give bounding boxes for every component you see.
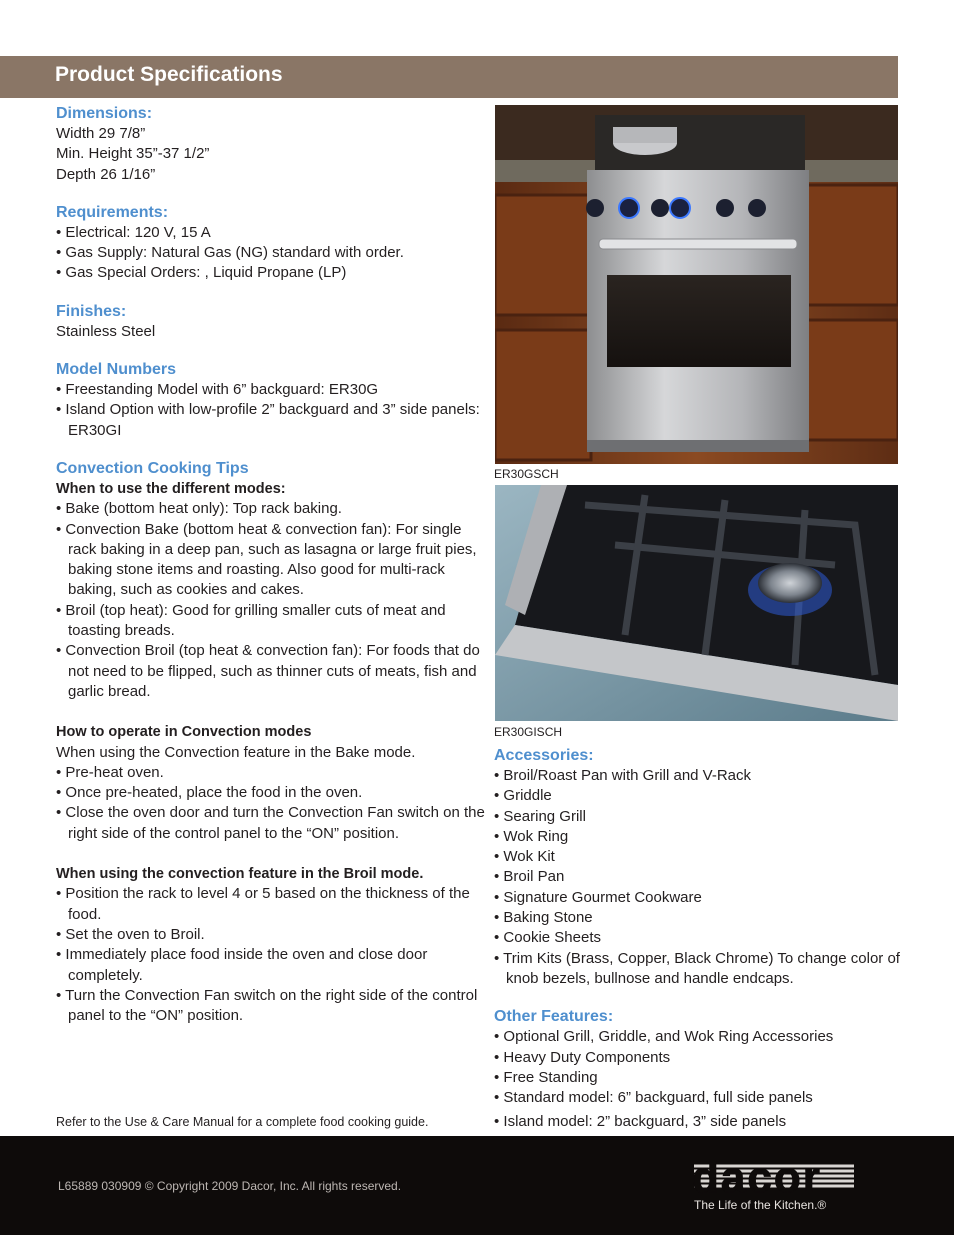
requirements-heading: Requirements: (56, 203, 169, 221)
list-item: • Optional Grill, Griddle, and Wok Ring Accessories (494, 1027, 914, 1047)
list-item: • Island Option with low-profile 2” backguard and 3” side panels: ER30GI (56, 400, 486, 441)
list-item: • Baking Stone (494, 908, 914, 928)
dimension-height: Min. Height 35”-37 1/2” (56, 145, 210, 163)
header-bar (0, 56, 898, 98)
range-illustration (495, 105, 898, 464)
footer (0, 1136, 954, 1235)
accessories-list (494, 766, 914, 989)
list-item: • Cookie Sheets (494, 928, 914, 948)
page-title: Product Specifications (55, 63, 283, 86)
dimension-depth: Depth 26 1/16” (56, 165, 156, 183)
accessories-heading: Accessories: (494, 747, 594, 764)
operate-list (56, 763, 486, 844)
list-item: • Free Standing (494, 1068, 914, 1088)
list-item: • Wok Kit (494, 847, 914, 867)
list-item: • Wok Ring (494, 827, 914, 847)
modes-subheading: When to use the different modes: (56, 480, 286, 497)
other-features-heading: Other Features: (494, 1008, 614, 1026)
finish-value: Stainless Steel (56, 322, 156, 340)
left-column (56, 104, 486, 1026)
list-item: • Turn the Convection Fan switch on the right side of the control panel to the “ON” position. (56, 986, 486, 1027)
list-item: Island model: 2” backguard, 3” side panels (503, 1113, 787, 1130)
dimension-width: Width 29 7/8” (56, 125, 146, 142)
list-item: • Once pre-heated, place the food in the oven. (56, 783, 486, 803)
list-item: • Trim Kits (Brass, Copper, Black Chrome) To change color of knob bezels, bullnose and handle endcaps. (494, 949, 914, 990)
list-item: • Heavy Duty Components (494, 1048, 914, 1068)
dimensions-heading: Dimensions: (56, 105, 153, 122)
finishes-heading: Finishes: (56, 302, 127, 320)
model-numbers-list (56, 380, 486, 441)
operate-subheading: How to operate in Convection modes (56, 724, 312, 741)
requirements-section (56, 203, 486, 284)
list-item: • Position the rack to level 4 or 5 based on the thickness of the food. (56, 884, 486, 925)
accessories-section (494, 746, 914, 989)
list-item: • Freestanding Model with 6” backguard: ER30G (56, 380, 486, 400)
list-item: • Griddle (494, 786, 914, 806)
right-column (494, 746, 914, 1108)
list-item: • Gas Supply: Natural Gas (NG) standard with order. (56, 243, 486, 263)
cooktop-photo (495, 485, 898, 721)
other-features-last-item (494, 1113, 786, 1130)
range-photo (495, 105, 898, 464)
list-item: • Searing Grill (494, 807, 914, 827)
convection-tips-section (56, 459, 486, 1026)
dacor-logo-mark (690, 1154, 865, 1198)
list-item: • Gas Special Orders: , Liquid Propane (LP) (56, 263, 486, 283)
broil-subheading: When using the convection feature in the Broil mode. (56, 866, 424, 883)
refer-note: Refer to the Use & Care Manual for a complete food cooking guide. (56, 1115, 429, 1129)
list-item: • Electrical: 120 V, 15 A (56, 223, 486, 243)
list-item: • Broil Pan (494, 867, 914, 887)
other-features-section (494, 1007, 914, 1108)
list-item: • Broil (top heat): Good for grilling smaller cuts of meat and toasting breads. (56, 601, 486, 642)
list-item: • Broil/Roast Pan with Grill and V-Rack (494, 766, 914, 786)
logo-wordmark: dacor (692, 1154, 822, 1198)
operate-intro: When using the Convection feature in the Bake mode. (56, 743, 416, 761)
dacor-logo (690, 1154, 865, 1224)
cooktop-photo-caption: ER30GISCH (494, 725, 563, 739)
bullet: • (494, 1113, 504, 1130)
cooktop-illustration (495, 485, 898, 721)
model-numbers-heading: Model Numbers (56, 361, 177, 379)
list-item: • Signature Gourmet Cookware (494, 888, 914, 908)
list-item: • Convection Bake (bottom heat & convection fan): For single rack baking in a deep pan, such as lasagna or large fruit pies, baking stone items and roasting. Also good for multi-rack baking, such as cookies and cakes. (56, 520, 486, 601)
model-numbers-section (56, 360, 486, 441)
finishes-section (56, 302, 486, 342)
broil-list (56, 884, 486, 1026)
list-item: • Immediately place food inside the oven and close door completely. (56, 945, 486, 986)
list-item: • Convection Broil (top heat & convection fan): For foods that do not need to be flipped, such as thinner cuts of meats, fish and garlic bread. (56, 641, 486, 702)
list-item: • Pre-heat oven. (56, 763, 486, 783)
convection-tips-heading: Convection Cooking Tips (56, 459, 249, 477)
copyright-text: L65889 030909 © Copyright 2009 Dacor, Inc. All rights reserved. (58, 1179, 402, 1193)
list-item: • Standard model: 6” backguard, full side panels (494, 1088, 914, 1108)
modes-list (56, 499, 486, 702)
list-item: • Bake (bottom heat only): Top rack baking. (56, 499, 486, 519)
list-item: • Set the oven to Broil. (56, 925, 486, 945)
other-features-list (494, 1027, 914, 1108)
list-item: • Close the oven door and turn the Convection Fan switch on the right side of the control panel to the “ON” position. (56, 803, 486, 844)
tagline: The Life of the Kitchen.® (694, 1198, 827, 1212)
range-photo-caption: ER30GSCH (494, 467, 559, 481)
dimensions-section (56, 104, 486, 185)
requirements-list (56, 223, 486, 284)
